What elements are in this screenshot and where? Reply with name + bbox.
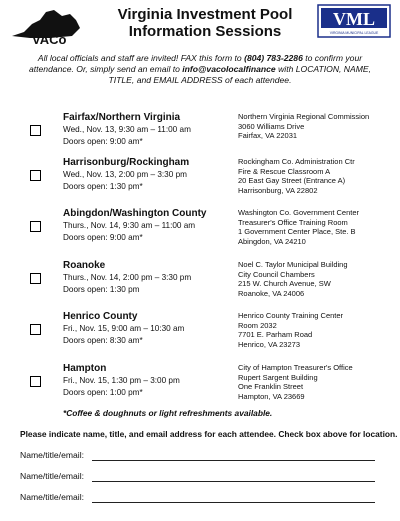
location-line: Northern Virginia Regional Commission: [238, 112, 370, 121]
location-line: 1 Government Center Place, Ste. B: [238, 227, 356, 236]
location-line: 20 East Gay Street (Entrance A): [238, 176, 346, 185]
session-date: Fri., Nov. 15, 9:00 am – 10:30 am: [63, 324, 185, 333]
location-line: Treasurer's Office Training Room: [238, 217, 348, 227]
location-line: Henrico County Training Center: [238, 311, 344, 320]
session-location: [238, 112, 393, 141]
attendee-field-row: [20, 450, 385, 464]
session-name: Roanoke: [63, 260, 106, 271]
attendee-field-row: [20, 471, 385, 485]
vaco-logo: [10, 6, 82, 46]
instructions-text: Please indicate name, title, and email address for each attendee. Check box above for location.: [20, 429, 398, 439]
intro-part-3: with LOCATION, NAME, TITLE, and EMAIL ADDRESS of each attendee.: [108, 64, 372, 85]
session-name: Hampton: [63, 363, 107, 374]
location-line: 7701 E. Parham Road: [238, 330, 313, 339]
location-line: Henrico, VA 23273: [238, 339, 300, 349]
location-line: 215 W. Church Avenue, SW: [238, 279, 331, 288]
session-location: [238, 311, 393, 349]
session-doors: Doors open: 1:00 pm*: [63, 388, 143, 397]
session-date: Thurs., Nov. 14, 9:30 am – 11:00 am: [63, 221, 196, 230]
vml-logo-subtext: VIRGINIA MUNICIPAL LEAGUE: [329, 31, 379, 35]
location-line: Rupert Sargent Building: [238, 372, 318, 382]
location-line: Abingdon, VA 24210: [238, 236, 306, 246]
session-location: [238, 260, 393, 298]
location-line: Hampton, VA 23669: [238, 391, 305, 401]
session-doors: Doors open: 8:30 am*: [63, 336, 143, 345]
location-line: 3060 Williams Drive: [238, 121, 305, 131]
session-abingdon: [0, 208, 400, 260]
location-line: City of Hampton Treasurer's Office: [238, 363, 353, 372]
location-line: Washington Co. Government Center: [238, 208, 360, 217]
session-checkbox[interactable]: [30, 221, 41, 232]
title-line-2: Information Sessions: [128, 23, 282, 40]
location-line: Fire & Rescue Classroom A: [238, 166, 331, 176]
intro-text: [18, 53, 382, 86]
session-name: Abingdon/Washington County: [63, 208, 207, 219]
session-date: Wed., Nov. 13, 2:00 pm – 3:30 pm: [63, 170, 187, 179]
vaco-logo-text: VACo: [32, 32, 67, 46]
attendee-field-input[interactable]: [92, 502, 375, 503]
session-name: Harrisonburg/Rockingham: [63, 157, 190, 168]
session-date: Wed., Nov. 13, 9:30 am – 11:00 am: [63, 125, 191, 134]
header: [0, 0, 400, 52]
attendee-field-row: [20, 492, 385, 506]
session-date: Fri., Nov. 15, 1:30 pm – 3:00 pm: [63, 376, 180, 385]
title-line-1: Virginia Investment Pool: [117, 6, 293, 23]
attendee-field-label: Name/title/email:: [20, 492, 84, 502]
page-title: [100, 6, 310, 40]
session-checkbox[interactable]: [30, 125, 41, 136]
session-name: Fairfax/Northern Virginia: [63, 112, 181, 123]
location-line: Roanoke, VA 24006: [238, 288, 305, 298]
session-roanoke: [0, 260, 400, 312]
intro-part-1: All local officials and staff are invited! FAX this form to: [37, 53, 245, 63]
attendee-field-label: Name/title/email:: [20, 450, 84, 460]
session-harrisonburg: [0, 157, 400, 209]
fax-number: (804) 783-2286: [244, 53, 303, 63]
vml-logo: [317, 4, 391, 38]
session-location: [238, 208, 393, 246]
location-line: Room 2032: [238, 320, 277, 330]
session-location: [238, 157, 393, 195]
session-location: [238, 363, 393, 401]
session-name: Henrico County: [63, 311, 138, 322]
attendee-field-input[interactable]: [92, 460, 375, 461]
session-checkbox[interactable]: [30, 273, 41, 284]
session-doors: Doors open: 1:30 pm*: [63, 182, 143, 191]
session-doors: Doors open: 1:30 pm: [63, 285, 140, 294]
session-henrico: [0, 311, 400, 363]
location-line: Rockingham Co. Administration Ctr: [238, 157, 355, 166]
session-date: Thurs., Nov. 14, 2:00 pm – 3:30 pm: [63, 273, 192, 282]
intro-part-2: to confirm your attendance. Or, simply send an email to: [28, 53, 363, 74]
session-doors: Doors open: 9:00 am*: [63, 233, 143, 242]
location-line: City Council Chambers: [238, 269, 315, 279]
session-checkbox[interactable]: [30, 324, 41, 335]
location-line: Fairfax, VA 22031: [238, 131, 298, 140]
info-email[interactable]: info@vacolocalfinance: [182, 64, 276, 74]
vml-logo-text: VML: [333, 9, 375, 29]
session-checkbox[interactable]: [30, 170, 41, 181]
attendee-field-label: Name/title/email:: [20, 471, 84, 481]
location-line: Harrisonburg, VA 22802: [238, 185, 318, 195]
refreshments-note: *Coffee & doughnuts or light refreshments available.: [63, 408, 273, 418]
location-line: One Franklin Street: [238, 382, 304, 391]
location-line: Noel C. Taylor Municipal Building: [238, 260, 348, 269]
attendee-field-input[interactable]: [92, 481, 375, 482]
session-doors: Doors open: 9:00 am*: [63, 137, 143, 146]
session-checkbox[interactable]: [30, 376, 41, 387]
